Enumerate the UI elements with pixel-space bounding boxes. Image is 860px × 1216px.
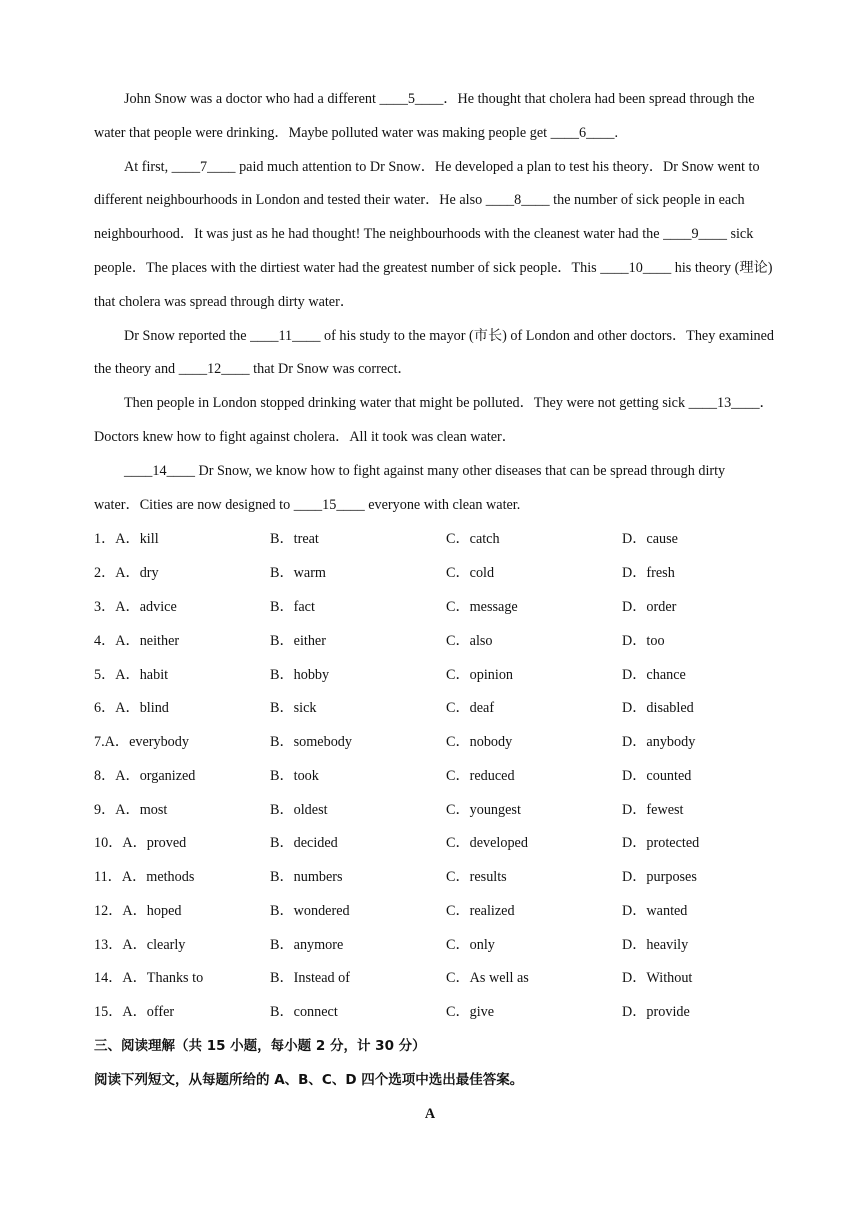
option-c: C．catch — [446, 531, 500, 547]
option-d: D．fewest — [622, 802, 684, 818]
option-c: C．nobody — [446, 734, 513, 750]
option-b: B．anymore — [270, 937, 344, 953]
option-d: D．heavily — [622, 937, 689, 953]
question-row — [94, 556, 774, 590]
option-a: 3．A．advice — [94, 599, 177, 615]
question-row — [94, 590, 774, 624]
option-a: 13．A．clearly — [94, 937, 186, 953]
question-row — [94, 928, 774, 962]
option-d: D．cause — [622, 531, 678, 547]
option-d: D．chance — [622, 667, 686, 683]
option-a: 14．A．Thanks to — [94, 970, 204, 986]
question-row — [94, 522, 774, 556]
option-c: C．results — [446, 869, 507, 885]
question-row — [94, 658, 774, 692]
option-c: C．opinion — [446, 667, 514, 683]
option-a: 5．A．habit — [94, 667, 169, 683]
option-a: 9．A．most — [94, 802, 168, 818]
option-c: C．reduced — [446, 768, 515, 784]
option-c: C．give — [446, 1004, 495, 1020]
option-a: 8．A．organized — [94, 768, 196, 784]
option-d: D．anybody — [622, 734, 696, 750]
section-heading: 三、阅读理解（共 15 小题，每小题 2 分，计 30 分） — [94, 1038, 426, 1054]
option-b: B．Instead of — [270, 970, 350, 986]
option-d: D．provide — [622, 1004, 690, 1020]
question-row — [94, 725, 774, 759]
option-b: B．warm — [270, 565, 326, 581]
passage-paragraph: John Snow was a doctor who had a different ____5____．He thought that cholera had been spread through the water that people were drinking．Maybe polluted water was making people get ____6____. — [94, 91, 755, 141]
option-d: D．disabled — [622, 700, 694, 716]
question-row — [94, 826, 774, 860]
option-b: B．fact — [270, 599, 315, 615]
option-c: C．cold — [446, 565, 495, 581]
option-a: 7.A．everybody — [94, 734, 189, 750]
option-a: 11．A．methods — [94, 869, 195, 885]
option-d: D．counted — [622, 768, 692, 784]
option-a: 12．A．hoped — [94, 903, 182, 919]
option-b: B．numbers — [270, 869, 343, 885]
option-b: B．took — [270, 768, 319, 784]
option-b: B．either — [270, 633, 326, 649]
option-d: D．fresh — [622, 565, 675, 581]
option-a: 1．A．kill — [94, 531, 159, 547]
option-d: D．wanted — [622, 903, 688, 919]
option-c: C．youngest — [446, 802, 521, 818]
question-row — [94, 691, 774, 725]
option-a: 15．A．offer — [94, 1004, 175, 1020]
question-row — [94, 995, 774, 1029]
option-d: D．purposes — [622, 869, 697, 885]
option-c: C．developed — [446, 835, 528, 851]
option-b: B．decided — [270, 835, 338, 851]
option-c: C．deaf — [446, 700, 495, 716]
passage-label: A — [424, 1106, 436, 1122]
question-row — [94, 624, 774, 658]
option-d: D．too — [622, 633, 665, 649]
option-d: D．order — [622, 599, 677, 615]
option-b: B．hobby — [270, 667, 330, 683]
option-b: B．sick — [270, 700, 317, 716]
question-row — [94, 894, 774, 928]
option-a: 2．A．dry — [94, 565, 159, 581]
question-row — [94, 759, 774, 793]
option-b: B．oldest — [270, 802, 328, 818]
option-b: B．wondered — [270, 903, 350, 919]
option-a: 10．A．proved — [94, 835, 187, 851]
question-row — [94, 793, 774, 827]
option-b: B．somebody — [270, 734, 352, 750]
option-a: 6．A．blind — [94, 700, 169, 716]
cloze-passage — [94, 83, 774, 522]
option-b: B．treat — [270, 531, 319, 547]
option-c: C．also — [446, 633, 493, 649]
section-instruction: 阅读下列短文，从每题所给的 A、B、C、D 四个选项中选出最佳答案。 — [94, 1072, 524, 1088]
passage-paragraph: Dr Snow reported the ____11____ of his study to the mayor (市长) of London and other doctors．They examined the theory and ____12____ that Dr Snow was correct． — [94, 327, 774, 378]
option-a: 4．A．neither — [94, 633, 180, 649]
passage-paragraph: ____14____ Dr Snow, we know how to fight against many other diseases that can be spread through dirty water．Cities are now designed to ____15____ everyone with clean water. — [94, 462, 726, 513]
option-c: C．message — [446, 599, 518, 615]
option-b: B．connect — [270, 1004, 338, 1020]
option-c: C．As well as — [446, 970, 529, 986]
passage-paragraph: Then people in London stopped drinking water that might be polluted．They were not getting sick ____13____．Doctors knew how to fight against cholera．All it took was clean water． — [94, 395, 774, 445]
question-row — [94, 961, 774, 995]
option-c: C．only — [446, 937, 495, 953]
option-d: D．Without — [622, 970, 693, 986]
question-row — [94, 860, 774, 894]
passage-paragraph: At first, ____7____ paid much attention to Dr Snow．He developed a plan to test his theory．Dr Snow went to different neighbourhoods in London and tested their water．He also ____8____ the number of sick people in each neighbourhood．It was just as he had thought! The neighbourhoods with the cleanest water had the ____9____ sick people．The places with the dirtiest water had the greatest number of sick people．This ____10____ his theory (理论) that cholera was spread through dirty water． — [94, 158, 773, 310]
option-d: D．protected — [622, 835, 700, 851]
option-c: C．realized — [446, 903, 515, 919]
